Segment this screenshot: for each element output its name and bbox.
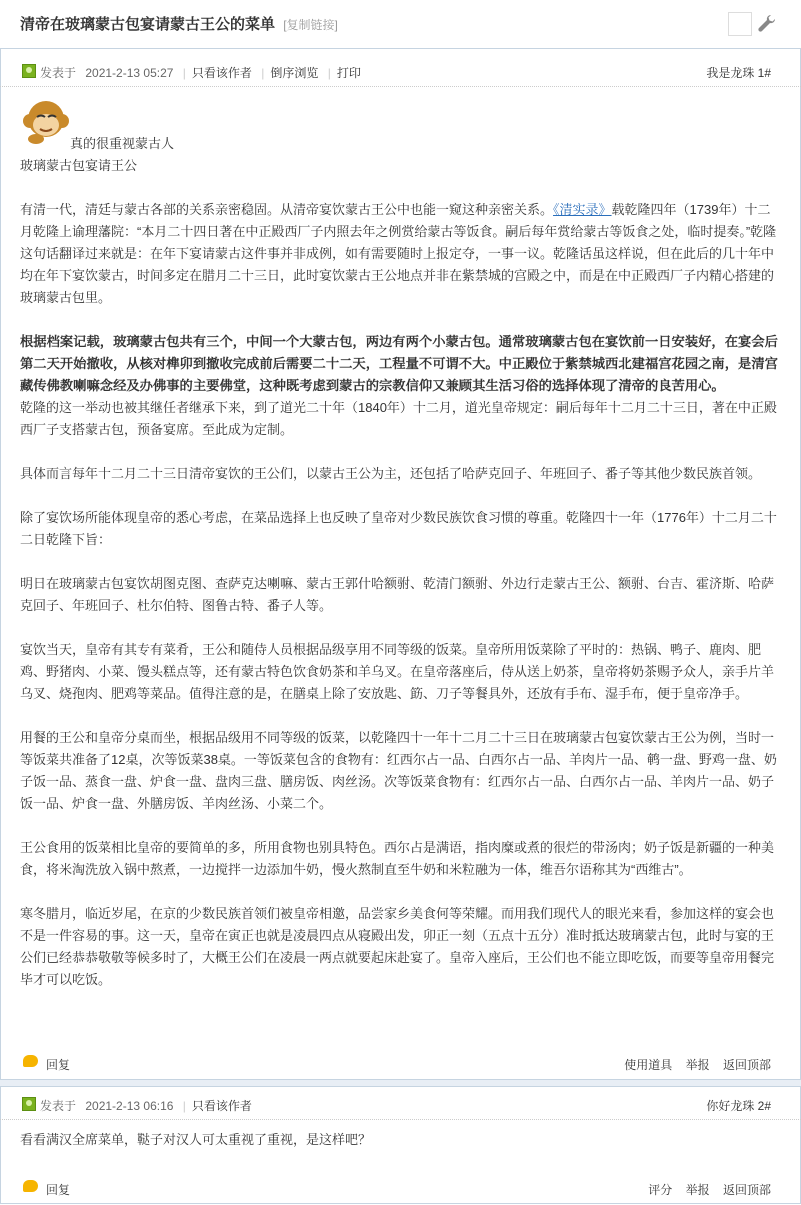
thread-title [20,13,338,34]
paragraph: 明日在玻璃蒙古包宴饮胡图克图、查萨克达喇嘛、蒙古王郭什哈额驸、乾清门额驸、外边行走蒙古王公、额驸、台吉、霍济斯、哈萨克回子、年班回子、杜尔伯特、图鲁古特、番子人等。 [20,576,775,613]
author-floor[interactable]: 你好龙珠 2# [706,1099,771,1113]
paragraph: 乾隆的这一举动也被其继任者继承下来，到了道光二十年（1840年）十二月，道光皇帝规定：嗣后每年十二月二十三日，著在中正殿西厂子支搭蒙古包，预备宴席。至此成为定制。 [20,400,777,437]
only-author-link[interactable]: 只看该作者 [191,1099,252,1113]
post-body [20,133,782,991]
thread-title-bar [0,0,801,49]
post-divider [0,1079,801,1087]
post-body [20,1129,782,1151]
bold-paragraph: 根据档案记载，玻璃蒙古包共有三个，中间一个大蒙古包，两边有两个小蒙古包。通常玻璃蒙古包在宴饮前一日安装好，在宴会后第二天开始撤收，从核对榫卯到撤收完成前后需要二十二天，工程量不可谓不大。中正殿位于紫禁城西北建福宫花园之南，是清宫藏传佛教喇嘛念经及办佛事的主要佛堂，这种既考虑到蒙古的宗教信仰又兼顾其生活习俗的选择体现了清帝的良苦用心。 [20,334,778,393]
reply-button[interactable]: 回复 [46,1058,71,1072]
online-user-icon [22,1097,36,1111]
paragraph: 看看满汉全席菜单，鞑子对汉人可太重视了重视，是这样吧？ [20,1132,372,1147]
book-link[interactable]: 《清实录》 [553,202,612,217]
paragraph: 王公食用的饭菜相比皇帝的要简单的多，所用食物也别具特色。西尔占是满语，指肉糜或煮的很烂的带汤肉；奶子饭是新疆的一种美食，将米淘洗放入锅中熬煮，一边搅拌一边添加牛奶，慢火熬制直至牛奶和米粒融为一体，维吾尔语称其为“西维古”。 [20,840,775,877]
post-header: 发表于 2021-2-13 05:27 | 只看该作者 | 倒序浏览 | 打印 我是龙珠 1# [0,56,801,87]
reply-icon[interactable] [23,1055,38,1067]
paragraph: 用餐的王公和皇帝分桌而坐，根据品级用不同等级的饭菜，以乾隆四十一年十二月二十三日在玻璃蒙古包宴饮蒙古王公为例，当时一等饭菜共准备了12桌，次等饭菜38桌。一等饭菜包含的食物有：红西尔占一品、白西尔占一品、羊肉片一品、鹌一盘、野鸡一盘、奶子饭一品、蒸食一盘、炉食一盘、盘肉三盘、膳房饭、肉丝汤。次等饭菜食物有：红西尔占一品、白西尔占一品、羊肉片一品、奶子饭一品、炉食一盘、外膳房饭、羊肉丝汤、小菜二个。 [20,730,777,811]
intro-line-2: 玻璃蒙古包宴请王公 [20,158,138,173]
back-to-top-link[interactable]: 返回顶部 [722,1183,771,1197]
paragraph: 宴饮当天，皇帝有其专有菜肴，王公和随侍人员根据品级享用不同等级的饭菜。皇帝所用饭菜除了平时的：热锅、鸭子、鹿肉、肥鸡、野猪肉、小菜、馒头糕点等，还有蒙古特色饮食奶茶和羊乌叉。在皇帝落座后，侍从送上奶茶，皇帝将奶茶赐予众人，亲手片羊乌叉、烧孢肉、肥鸡等菜品。值得注意的是，在膳桌上除了安放匙、筯、刀子等餐具外，还放有手布、湿手布，便于皇帝净手。 [20,642,775,701]
report-link[interactable]: 举报 [685,1058,710,1072]
post-header: 发表于 2021-2-13 06:16 | 只看该作者 你好龙珠 2# [0,1089,801,1120]
post-actions [0,1048,801,1078]
paragraph: 具体而言每年十二月二十三日清帝宴饮的王公们，以蒙古王公为主，还包括了哈萨克回子、年班回子、番子等其他少数民族首领。 [20,466,762,481]
posted-label: 发表于 [40,66,77,80]
print-link[interactable]: 打印 [336,66,361,80]
back-to-top-link[interactable]: 返回顶部 [722,1058,771,1072]
report-link[interactable]: 举报 [685,1183,710,1197]
posted-label: 发表于 [40,1099,77,1113]
wrench-icon[interactable] [758,14,776,32]
rate-link[interactable]: 评分 [648,1183,673,1197]
post-actions [0,1173,801,1203]
paragraph: 有清一代，清廷与蒙古各部的关系亲密稳固。从清帝宴饮蒙古王公中也能一窥这种亲密关系。《清实录》载乾隆四年（1739年）十二月乾隆上谕理藩院：“本月二十四日著在中正殿西厂子内照去年之例赏给蒙古等饭食。嗣后每年赏给蒙古等饭食之处，临时提奏。”乾隆这句话翻译过来就是：在年下宴请蒙古这件事并非成例，如有需要随时上报定夺，一事一议。乾隆话虽这样说，但在此后的几十年中均在年下宴饮蒙古，时间多定在腊月二十三日，此时宴饮蒙古王公地点并非在紫禁城的宫殿之中，而是在中正殿西厂子内精心搭建的玻璃蒙古包里。 [20,202,777,305]
use-item-link[interactable]: 使用道具 [624,1058,673,1072]
reply-button[interactable]: 回复 [46,1183,71,1197]
paragraph: 除了宴饮场所能体现皇帝的悉心考虑，在菜品选择上也反映了皇帝对少数民族饮食习惯的尊重。乾隆四十一年（1776年）十二月二十二日乾隆下旨： [20,510,777,547]
thread-title-text: 清帝在玻璃蒙古包宴请蒙古王公的菜单 [20,16,276,33]
online-user-icon [22,64,36,78]
author-floor[interactable]: 我是龙珠 1# [706,66,771,80]
copy-link[interactable]: [复制链接] [283,18,338,32]
post-date: 2021-2-13 06:16 [85,1099,174,1113]
thread-option-box[interactable] [728,12,752,36]
reply-icon[interactable] [23,1180,38,1192]
paragraph: 寒冬腊月，临近岁尾，在京的少数民族首领们被皇帝相邀，品尝家乡美食何等荣耀。而用我们现代人的眼光来看，参加这样的宴会也不是一件容易的事。这一天，皇帝在寅正也就是凌晨四点从寝殿出发，卯正一刻（五点十五分）准时抵达玻璃蒙古包，此时与宴的王公们已经恭恭敬敬等候多时了，大概王公们在凌晨一两点就要起床赴宴了。皇帝入座后，王公们也不能立即吃饭，而要等皇帝用餐完毕才可以吃饭。 [20,906,775,987]
reverse-order-link[interactable]: 倒序浏览 [270,66,319,80]
post-date: 2021-2-13 05:27 [85,66,174,80]
intro-line-1: 真的很重视蒙古人 [70,136,175,151]
only-author-link[interactable]: 只看该作者 [191,66,252,80]
